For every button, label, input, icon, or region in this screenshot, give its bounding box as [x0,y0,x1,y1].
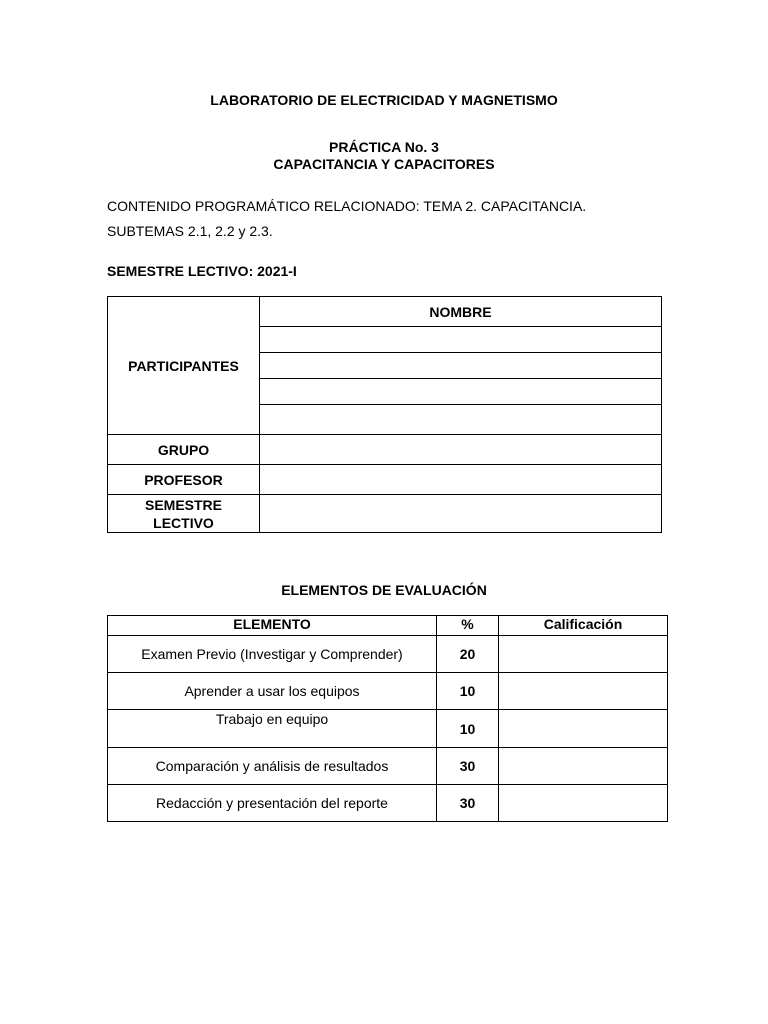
evaluation-row [108,748,668,785]
evaluation-percent: 20 [437,636,499,673]
evaluation-grade[interactable] [499,785,668,822]
element-header: ELEMENTO [108,616,437,636]
professor-row [108,465,662,495]
evaluation-element: Examen Previo (Investigar y Comprender) [108,636,437,673]
professor-label: PROFESOR [108,465,260,495]
semester-cell-label [108,495,260,533]
evaluation-element: Redacción y presentación del reporte [108,785,437,822]
semester-label-line-1: SEMESTRE [144,496,222,513]
evaluation-grade[interactable] [499,748,668,785]
evaluation-grade[interactable] [499,673,668,710]
evaluation-row [108,636,668,673]
participant-name-cell[interactable] [260,379,662,405]
document-title: LABORATORIO DE ELECTRICIDAD Y MAGNETISMO [210,92,558,108]
practice-number: PRÁCTICA No. 3 [329,139,439,155]
semester-value[interactable] [260,495,662,533]
semester-label-line-2: LECTIVO [153,514,214,531]
evaluation-row [108,673,668,710]
evaluation-element: Comparación y análisis de resultados [108,748,437,785]
content-line-1: CONTENIDO PROGRAMÁTICO RELACIONADO: TEMA 2. CAPACITANCIA. [107,198,587,214]
evaluation-element: Aprender a usar los equipos [108,673,437,710]
name-header: NOMBRE [260,297,662,327]
participants-table [107,296,662,533]
group-value[interactable] [260,435,662,465]
evaluation-percent: 30 [437,748,499,785]
professor-value[interactable] [260,465,662,495]
evaluation-element: Trabajo en equipo [108,710,437,748]
participants-label: PARTICIPANTES [108,297,260,435]
practice-heading [0,139,768,173]
grade-header: Calificación [499,616,668,636]
evaluation-row [108,710,668,748]
evaluation-grade[interactable] [499,636,668,673]
group-row [108,435,662,465]
evaluation-percent: 10 [437,673,499,710]
content-line-2: SUBTEMAS 2.1, 2.2 y 2.3. [107,223,273,239]
evaluation-row [108,785,668,822]
semester-row [108,495,662,533]
participants-header-row [108,297,662,327]
participant-name-cell[interactable] [260,405,662,435]
percent-header: % [437,616,499,636]
evaluation-table [107,615,668,822]
evaluation-title: ELEMENTOS DE EVALUACIÓN [281,582,487,598]
practice-name: CAPACITANCIA Y CAPACITORES [273,156,495,172]
evaluation-percent: 10 [437,710,499,748]
group-label: GRUPO [108,435,260,465]
semester-label: SEMESTRE LECTIVO: 2021-I [107,263,297,279]
evaluation-grade[interactable] [499,710,668,748]
participant-name-cell[interactable] [260,353,662,379]
evaluation-percent: 30 [437,785,499,822]
evaluation-header-row [108,616,668,636]
participant-name-cell[interactable] [260,327,662,353]
